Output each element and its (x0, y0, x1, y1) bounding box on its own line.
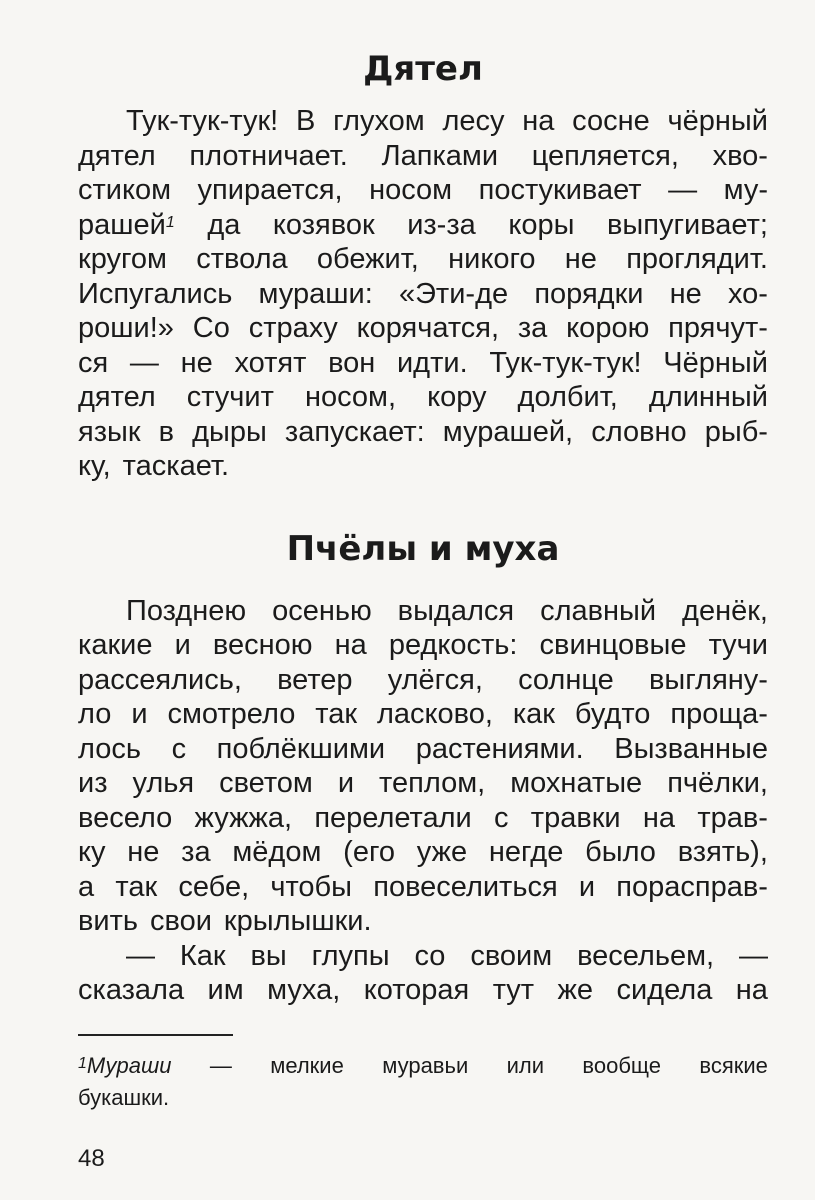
word: и (337, 767, 355, 799)
word: носом (369, 174, 453, 206)
word: вон (328, 346, 376, 379)
word: своим (470, 939, 553, 972)
word: му- (723, 174, 768, 206)
word: из (78, 767, 108, 799)
word: на (735, 974, 768, 1006)
word: не (564, 243, 597, 275)
word: (его (343, 836, 396, 868)
word: чёрный (667, 105, 768, 137)
word: чтобы (270, 870, 353, 903)
text-line (78, 311, 768, 346)
word: Чёрный (663, 346, 768, 379)
word: выпугивает; (606, 208, 768, 241)
word: так (115, 870, 158, 903)
word: солнце (518, 663, 614, 696)
word: же (557, 974, 594, 1006)
word: корою (566, 312, 650, 344)
footnote-word: — (209, 1052, 232, 1078)
word: повеселиться (373, 870, 558, 903)
text-line (78, 939, 768, 974)
text-line (78, 380, 768, 415)
footnote-line: букашки. (78, 1084, 170, 1110)
word: пчёлки, (667, 767, 768, 799)
word: проглядит. (626, 243, 768, 275)
word: весною (212, 629, 313, 661)
text-line (78, 973, 768, 1008)
word: и (174, 629, 191, 661)
word: за (517, 312, 548, 344)
word: на (642, 801, 676, 834)
word: взять), (677, 836, 768, 868)
word: козявок (272, 208, 375, 241)
word: не (669, 277, 702, 310)
text-line (78, 663, 768, 698)
word: трав- (697, 801, 768, 834)
footnote-divider (78, 1034, 233, 1036)
word: долбит, (517, 381, 618, 413)
word: свои (150, 905, 212, 937)
word: как (512, 698, 555, 730)
word: страху (248, 312, 338, 344)
word: Лапками (381, 139, 499, 172)
word: с (171, 732, 187, 765)
word: дятел (78, 139, 156, 172)
word: травки (530, 801, 621, 834)
word: сидела (616, 974, 713, 1006)
word: на (334, 629, 367, 661)
word: с (494, 801, 509, 834)
word: лесу (442, 105, 505, 137)
text-line (78, 242, 768, 277)
word: плотничает. (189, 139, 348, 172)
word: язык (78, 415, 141, 448)
footnote-word: мелкие (270, 1052, 344, 1078)
word: хо- (728, 277, 768, 310)
text-line (78, 104, 768, 139)
word: Тук-тук-тук! (489, 346, 642, 379)
footnote-word: муравьи (382, 1052, 469, 1078)
word: Испугались (78, 277, 233, 310)
word: ветер (277, 663, 353, 696)
section-title: Дятел (363, 49, 483, 89)
text-line (78, 208, 768, 243)
word: тучи (708, 629, 768, 661)
word: улёгся, (387, 663, 483, 696)
footnote-word: всякие (699, 1052, 768, 1078)
word: упирается, (197, 174, 343, 206)
word: рыб- (704, 415, 768, 448)
text-line (78, 835, 768, 870)
word: да (207, 208, 241, 241)
section-text (78, 594, 768, 1008)
word: выгляну- (648, 663, 768, 696)
section-text (78, 104, 768, 484)
word: таскает. (122, 450, 230, 482)
word: стиком (78, 174, 172, 206)
word: Вызванные (614, 732, 768, 765)
word: словно (591, 415, 687, 448)
word: им (207, 974, 244, 1006)
word: перелетали (314, 801, 472, 834)
word: за (181, 836, 211, 868)
text-line (78, 594, 768, 629)
word: рассеялись, (78, 663, 242, 696)
word: стучит (186, 381, 274, 413)
word: осенью (272, 594, 372, 627)
word: мохнатые (510, 767, 643, 799)
word: Позднею (126, 594, 247, 627)
word: вы (250, 939, 287, 972)
word: Тук-тук-тук! (126, 105, 279, 137)
word: весело (78, 801, 173, 834)
word: длинный (648, 381, 768, 413)
word: уже (416, 836, 468, 868)
footnote (78, 1050, 768, 1114)
word: хотят (234, 346, 307, 379)
word: было (585, 836, 656, 868)
word: светом (219, 767, 313, 799)
word: В (296, 105, 316, 137)
word: вить (78, 905, 138, 937)
word: мёдом (232, 836, 322, 868)
word: растениями. (415, 732, 584, 765)
text-line (78, 173, 768, 208)
word: на (522, 105, 555, 137)
text-line (78, 697, 768, 732)
footnote-word: вообще (582, 1052, 662, 1078)
word: сосне (572, 105, 650, 137)
word: которая (363, 974, 470, 1006)
word: коры (508, 208, 575, 241)
word: выдался (397, 594, 515, 627)
word: в (158, 415, 175, 448)
word: ласково, (376, 698, 493, 730)
footnote-marker: 1 (165, 213, 175, 231)
word: муха, (267, 974, 341, 1006)
word: никого (448, 243, 536, 275)
text-line (78, 766, 768, 801)
word: постукивает (478, 174, 642, 206)
word: крылышки. (223, 905, 372, 937)
footnote-line (78, 1050, 768, 1082)
word: поблёкшими (216, 732, 386, 765)
word: будто (574, 698, 651, 730)
text-line (78, 870, 768, 905)
word: корячатся, (356, 312, 500, 344)
word: — (738, 939, 768, 972)
word: какие (78, 629, 153, 661)
word: ствола (196, 243, 288, 275)
text-line (78, 415, 768, 450)
text-line (78, 346, 768, 381)
word: свинцовые (539, 629, 687, 661)
word: так (315, 698, 358, 730)
word: — (126, 939, 155, 972)
word: тут (492, 974, 535, 1006)
word: не (127, 836, 160, 868)
word: обежит, (316, 243, 419, 275)
word: славный (540, 594, 657, 627)
word: Со (192, 312, 230, 344)
word: — (129, 346, 159, 379)
word: проща- (670, 698, 768, 730)
word: лось (78, 732, 141, 765)
word: ку, (78, 450, 111, 482)
word-with-footnote (78, 208, 175, 243)
footnote-marker: 1 (78, 1054, 87, 1072)
text-line (78, 628, 768, 663)
word: хво- (712, 139, 768, 172)
word: жужжа, (194, 801, 293, 834)
word: денёк, (682, 594, 768, 627)
word: мураши: (258, 277, 373, 310)
word: и (578, 870, 596, 903)
word: дятел (78, 381, 156, 413)
footnote-term: $^1$Мураши (78, 1052, 172, 1078)
word: рашей (78, 208, 166, 241)
word: идти. (396, 346, 468, 379)
word: — (668, 174, 698, 206)
page-number: 48 (78, 1145, 105, 1172)
word: ся (78, 346, 109, 379)
text-line (78, 732, 768, 767)
word: цепляется, (531, 139, 679, 172)
word: роши!» (78, 312, 174, 344)
word: ло (78, 698, 112, 730)
text-line (78, 904, 768, 939)
footnote-word: или (506, 1052, 545, 1078)
word: со (414, 939, 446, 972)
word: глухом (333, 105, 425, 137)
word: весельем, (577, 939, 715, 972)
word: мурашей, (442, 415, 574, 448)
word: «Эти-де (398, 277, 509, 310)
word: порасправ- (616, 870, 768, 903)
text-line (78, 801, 768, 836)
word: не (180, 346, 213, 379)
text-line (78, 449, 768, 484)
word: носом, (304, 381, 397, 413)
word: прячут- (668, 312, 768, 344)
word: ку (78, 836, 106, 868)
section-title: Пчёлы и муха (286, 528, 560, 569)
word: кругом (78, 243, 167, 275)
word: редкость: (388, 629, 518, 661)
word: из-за (407, 208, 476, 241)
word: дыры (192, 415, 267, 448)
word: а (78, 870, 95, 903)
book-page (78, 40, 768, 1114)
word: себе, (178, 870, 250, 903)
word: и (131, 698, 148, 730)
word: запускает: (284, 415, 425, 448)
text-line (78, 277, 768, 312)
word: Как (179, 939, 226, 972)
word: негде (488, 836, 564, 868)
word: глупы (311, 939, 390, 972)
word: порядки (534, 277, 644, 310)
word: теплом, (379, 767, 486, 799)
word: кору (427, 381, 487, 413)
word: улья (132, 767, 195, 799)
text-line (78, 139, 768, 174)
word: смотрело (167, 698, 296, 730)
word: сказала (78, 974, 185, 1006)
